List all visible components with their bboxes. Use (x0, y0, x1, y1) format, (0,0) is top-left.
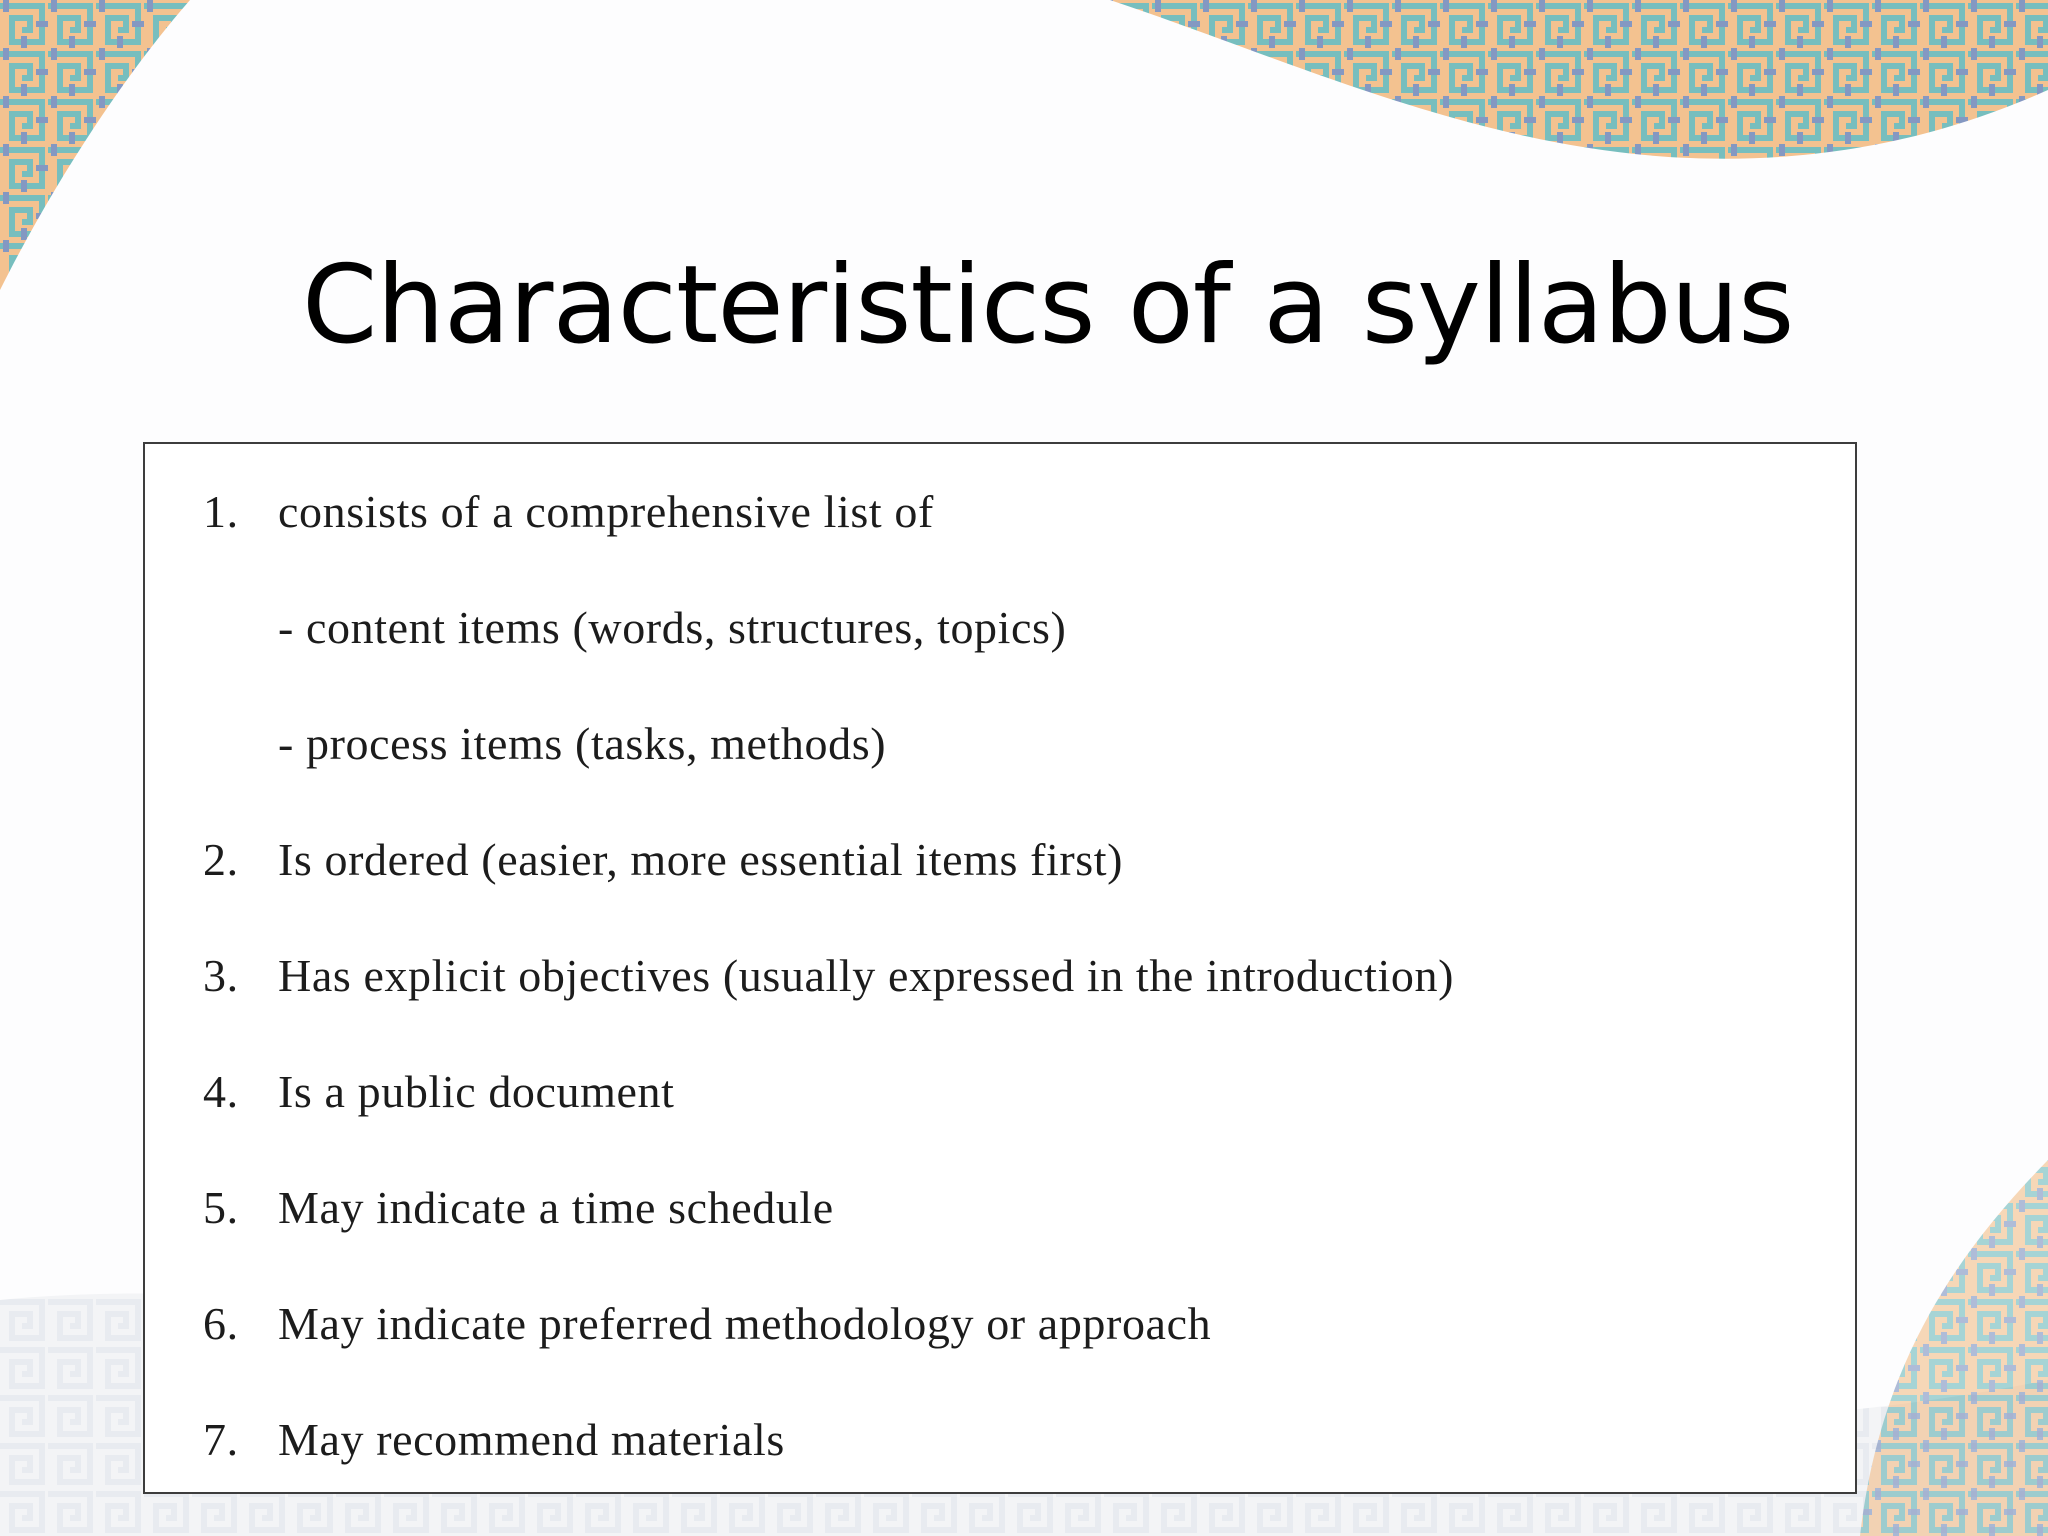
list-item-text: May indicate a time schedule (278, 1182, 834, 1233)
list-item-text: Is a public document (278, 1066, 675, 1117)
list-item-number: 5. (203, 1182, 239, 1233)
slide-title: Characteristics of a syllabus (302, 243, 1794, 368)
list-item-text: Has explicit objectives (usually expressed in the introduction) (278, 950, 1455, 1001)
top-right-pattern-band (1110, 0, 2048, 159)
list-item-number: 6. (203, 1298, 239, 1349)
list-item-text: Is ordered (easier, more essential items first) (278, 834, 1124, 885)
list-item-number: 1. (203, 486, 239, 537)
bottom-right-pattern-band (1860, 1160, 2048, 1536)
list-item-text: consists of a comprehensive list of (278, 486, 934, 537)
list-item-number: 7. (203, 1414, 239, 1465)
list-item-text: - process items (tasks, methods) (278, 718, 887, 769)
list-item-text: May recommend materials (278, 1414, 785, 1465)
list-item-number: 3. (203, 950, 239, 1001)
list-item-number: 4. (203, 1066, 239, 1117)
top-left-pattern-band (0, 0, 190, 290)
list-item-text: May indicate preferred methodology or approach (278, 1298, 1212, 1349)
list-item-number: 2. (203, 834, 239, 885)
list-item-text: - content items (words, structures, topics) (278, 602, 1067, 653)
syllabus-characteristics-figure (143, 442, 1857, 1494)
